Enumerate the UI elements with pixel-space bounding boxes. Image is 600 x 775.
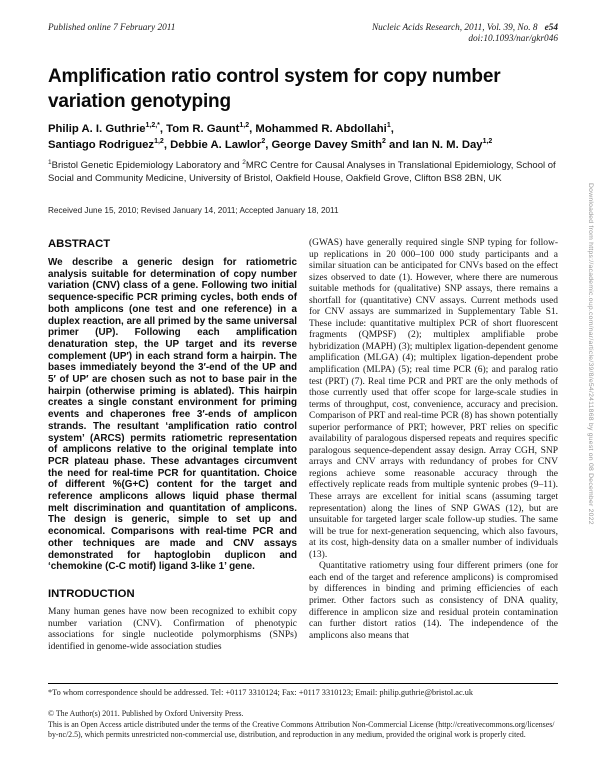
abstract-text: We describe a generic design for ratiometric analysis suitable for determination of copy number variation (CNV) class of a gene. Following two initial sequence-specific PCR priming cycles, both ends of both amplicons (one test and one reference) in a duplex reaction, are all primed by the same universal primer (UP). Following each amplification denaturation step, the UP target and its reverse complement (UP′) in each strand form a hairpin. The bases immediately beyond the 3′-end of the UP and 5′ of UP′ are chosen such as not to base pair in the hairpin (otherwise priming is ablated). This hairpin creates a single constant environment for priming events and chaperones free 3′-ends of amplicon strands. The resultant ‘amplification ratio control system’ (ARCS) permits ratiometric representation of amplicons relative to the original template into PCR plateau phase. These advantages circumvent the need for real-time PCR for quantitation. Choice of different %(G+C) content for the target and reference amplicons allows liquid phase thermal melt discrimination and quantitation of amplicons. The design is generic, simple to set up and economical. Comparisons with real-time PCR and other techniques are made and CNV assays demonstrated for haptoglobin duplicon and ‘chemokine (C-C motif) ligand 3-like 1’ gene. — [48, 257, 297, 573]
left-column — [48, 238, 297, 682]
article-history-dates: Received June 15, 2010; Revised January 14, 2011; Accepted January 18, 2011 — [48, 206, 339, 215]
journal-volume-line: Nucleic Acids Research, 2011, Vol. 39, No. 8 e54 — [371, 23, 558, 33]
copyright-footer — [48, 709, 573, 739]
author-list — [48, 121, 568, 153]
article-title — [48, 64, 568, 114]
journal-citation — [372, 23, 558, 45]
license-line-1: This is an Open Access article distributed under the terms of the Creative Commons Attribution Non-Commercial License (http://creativecommons.org/licenses/ — [48, 719, 555, 729]
copyright-line: © The Author(s) 2011. Published by Oxford University Press. — [48, 709, 244, 718]
introduction-paragraph: Many human genes have now been recognized to exhibit copy number variation (CNV). Confirmation of phenotypic associations for single nucleotide polymorphisms (SNPs) identified in genome-wide association studies — [48, 606, 297, 652]
article-title-line2: variation genotyping — [48, 91, 231, 112]
download-watermark: Downloaded from https://academic.oup.com/nar/article/39/8/e54/2411868 by guest on 08 December 2022 — [587, 183, 594, 525]
introduction-second-paragraph: Quantitative ratiometry using four different primers (one for each end of the target and reference amplicons) is compromised by differences in binding and priming efficiencies of each primer. Other factors such as consistency of DNA quality, difference in amplicon size and residual protein contamination can further distort ratios (14). The independence of the amplicons also means that — [309, 561, 558, 641]
body-columns — [48, 238, 558, 682]
article-title-line1: Amplification ratio control system for copy number — [48, 66, 501, 87]
abstract-heading: ABSTRACT — [48, 238, 111, 250]
correspondence-footnote: *To whom correspondence should be addressed. Tel: +0117 3310124; Fax: +0117 3310123; Email: philip.guthrie@bristol.ac.uk — [48, 688, 474, 697]
license-line-2: by-nc/2.5), which permits unrestricted non-commercial use, distribution, and reproduction in any medium, provided the original work is properly cited. — [48, 729, 526, 739]
author-line-1: Philip A. I. Guthrie$^{1,2,*}$, Tom R. Gaunt$^{1,2}$, Mohammed R. Abdollahi$^1$, — [48, 122, 394, 135]
running-head — [48, 23, 558, 45]
introduction-heading: INTRODUCTION — [48, 587, 135, 600]
doi: doi:10.1093/nar/gkr046 — [468, 34, 558, 44]
article-eid: e54 — [544, 23, 558, 33]
affiliation: $^1$Bristol Genetic Epidemiology Laboratory and $^2$MRC Centre for Causal Analyses in Translational Epidemiology, School of Social and Community Medicine, University of Bristol, Oakfield House, Oakfield Grove, Clifton BS8 2BN, UK — [48, 158, 556, 184]
introduction-continued-paragraph: (GWAS) have generally required single SNP typing for follow-up replications in 20 000–100 000 study participants and a similar situation can be anticipated for CNVs based on the effect sizes observed to date (1). However, where there are numerous suitable methods for (qualitative) SNP assays, there remains a shortfall for (quantitative) CNV assays. Current methods used for CNV assays are summarized in Supplementary Table S1. These include: quantitative multiplex PCR of short fluorescent fragments (QMPSF) (2); multiplex amplifiable probe hybridization (MAPH) (3); multiplex ligation-dependent genome amplification (MLGA) (4); multiplex ligation-dependent probe amplification (MLPA) (5); real time PCR (6); and paralog ratio test (PRT) (7). Real time PCR and PRT are the only methods of those currently used that offer scope for large-scale studies in terms of throughput, cost, convenience, accuracy and precision. Comparison of PRT and real-time PCR (8) has shown potentially superior performance of PRT; however, PRT relies on specific availability of paralogous dispersed repeats and requires specific paralogous sequence-dependent assay design. Array CGH, SNP arrays and CNV arrays with redundancy of probes for CNV regions achieve some reasonable accuracy through the effectively replicate reads from multiple syntenic probes (9–11). These arrays are excellent for initial scans (assuming target representation) along the lines of SNP GWAS (12), but are unsuitable for targeted larger scale follow-up studies. The same will be true for next-generation sequencing, which also favours, at its cost, high-density data on a smaller number of individuals (13). — [309, 238, 558, 560]
footnote-divider — [48, 683, 558, 684]
author-line-2: Santiago Rodriguez$^{1,2}$, Debbie A. Lawlor$^2$, George Davey Smith$^2$ and Ian N. M. Day$^{1,2}$ — [48, 138, 493, 151]
published-online-date: Published online 7 February 2011 — [48, 23, 176, 33]
right-column — [309, 238, 558, 682]
